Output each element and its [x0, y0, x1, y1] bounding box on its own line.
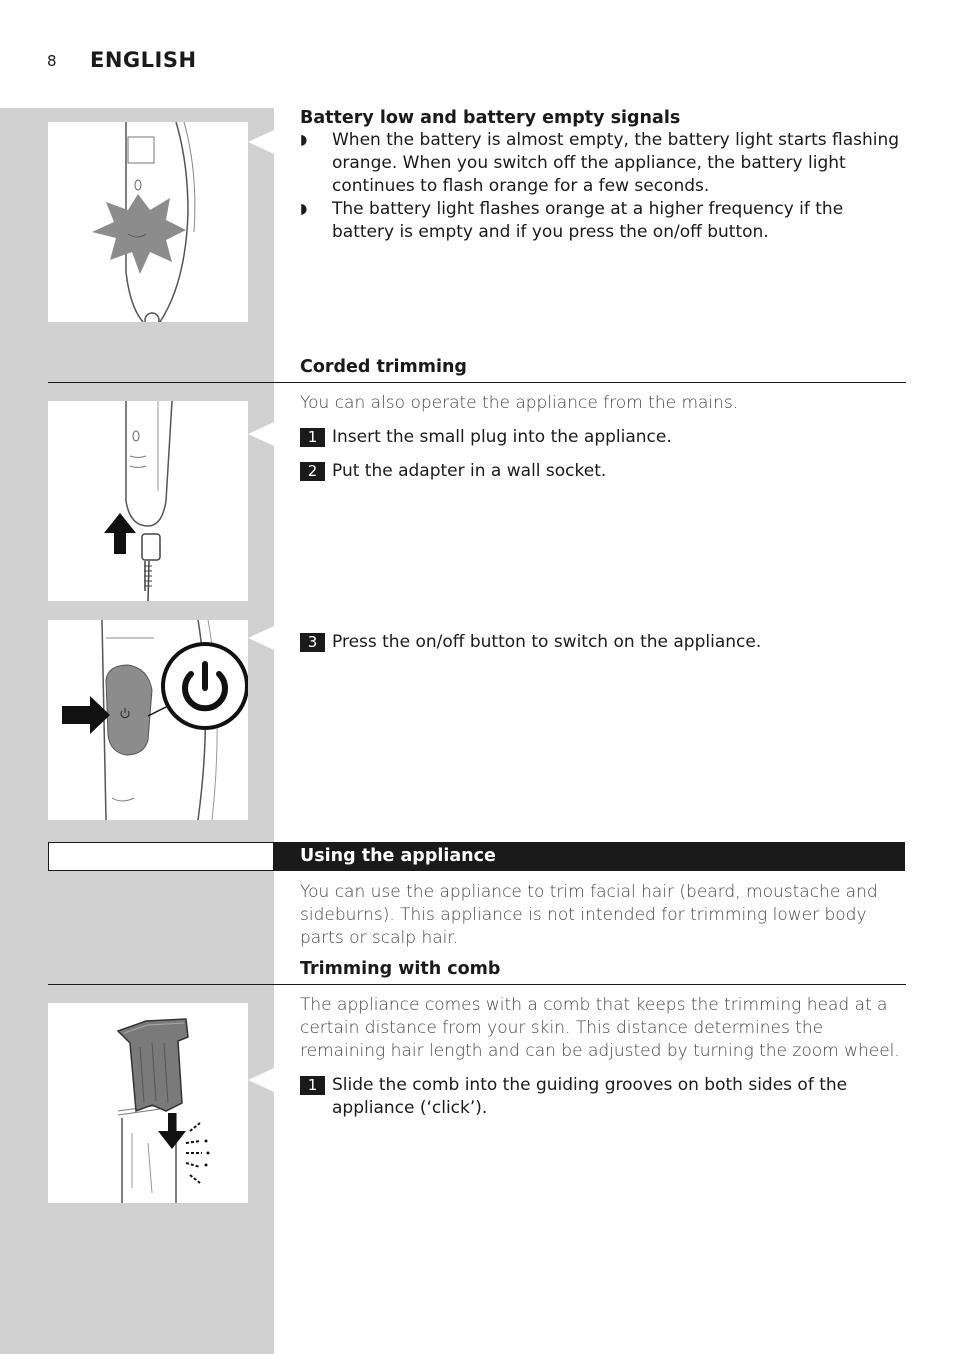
corded-step-3: 3 Press the on/off button to switch on the appliance.	[300, 631, 906, 654]
using-intro: You can use the appliance to trim facial hair (beard, moustache and sideburns). This appliance is not intended for trimming lower body parts or scalp hair.	[300, 882, 878, 948]
bullet-mark-icon: ◗	[300, 132, 308, 148]
corded-intro: You can also operate the appliance from the mains.	[300, 393, 739, 413]
section-header-bar-left	[49, 843, 273, 870]
page-number: 8	[47, 52, 57, 70]
comb-intro: The appliance comes with a comb that keeps the trimming head at a certain distance from your skin. This distance determines the remaining hair length and can be adjusted by turning the zoom wheel.	[300, 995, 900, 1061]
language-title: ENGLISH	[90, 48, 197, 72]
bullet-mark-icon: ◗	[300, 201, 308, 217]
comb-step-1: 1 Slide the comb into the guiding grooves on both sides of the appliance (‘click’).	[300, 1074, 906, 1120]
battery-bullet-2: ◗ The battery light flashes orange at a higher frequency if the battery is empty and if you press the on/off button.	[300, 199, 844, 242]
plug-illustration	[48, 401, 248, 601]
using-appliance-heading: Using the appliance	[300, 846, 496, 866]
illustration-pointer	[248, 1068, 274, 1092]
step-number-badge: 2	[300, 462, 325, 481]
battery-bullet-1: ◗ When the battery is almost empty, the battery light starts flashing orange. When you switch off the appliance, the battery light continues to flash orange for a few seconds.	[300, 130, 900, 196]
battery-signals-heading: Battery low and battery empty signals	[300, 108, 681, 128]
corded-step-1: 1 Insert the small plug into the appliance.	[300, 426, 906, 449]
trimmer-battery-drawing	[48, 122, 248, 322]
trimmer-power-drawing	[48, 620, 248, 820]
trimming-with-comb-heading: Trimming with comb	[300, 959, 501, 979]
illustration-pointer	[248, 626, 274, 650]
trimmer-comb-drawing	[48, 1003, 248, 1203]
illustration-pointer	[248, 422, 274, 446]
corded-trimming-heading: Corded trimming	[300, 357, 467, 377]
power-button-illustration	[48, 620, 248, 820]
step-number-badge: 1	[300, 428, 325, 447]
step-number-badge: 3	[300, 633, 325, 652]
trimmer-plug-drawing	[48, 401, 248, 601]
comb-illustration	[48, 1003, 248, 1203]
illustration-pointer	[248, 130, 274, 154]
battery-light-illustration	[48, 122, 248, 322]
corded-step-2: 2 Put the adapter in a wall socket.	[300, 460, 906, 483]
step-number-badge: 1	[300, 1076, 325, 1095]
section-rule	[48, 984, 906, 985]
section-rule	[48, 382, 906, 383]
